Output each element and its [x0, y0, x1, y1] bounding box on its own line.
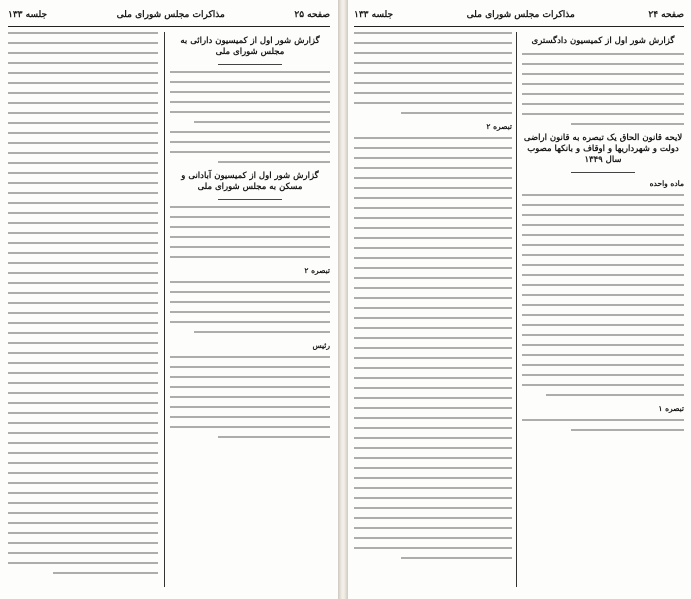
- clause-marker-tabsareh2: تبصره ۲: [304, 266, 330, 276]
- section-heading-finance: گزارش شور اول از کمیسیون دارائی به مجلس شورای ملی: [180, 36, 320, 58]
- left-column-separator: [164, 32, 165, 587]
- left-page-number: صفحه ۲۵: [294, 10, 330, 20]
- left-journal-title: مذاکرات مجلس شورای ملی: [116, 10, 225, 20]
- left-page-column-right: [170, 32, 330, 589]
- clause-marker-tabsareh1: تبصره ۱: [658, 404, 684, 414]
- bill-title: لایحه قانون الحاق یک تبصره به قانون اراضی دولت و شهرداریها و اوقاف و بانکها مصوب سال ۱۳۴۹: [523, 133, 683, 166]
- left-page-column-left: [8, 32, 158, 589]
- divider: [218, 64, 282, 65]
- right-page: [348, 0, 691, 599]
- clause-marker-tabsareh2-right: تبصره ۲: [486, 122, 512, 131]
- left-page: [0, 0, 338, 599]
- divider: [218, 199, 282, 200]
- speaker-president: رئیس: [312, 341, 330, 351]
- section-heading-intro: گزارش شور اول از کمیسیون دادگستری: [531, 36, 675, 46]
- article-marker: ماده واحده: [649, 179, 684, 189]
- right-page-column-left: [354, 32, 512, 589]
- right-session-label: جلسه ۱۳۳: [354, 10, 394, 20]
- left-session-label: جلسه ۱۳۳: [8, 10, 48, 20]
- page-gutter: [338, 0, 348, 599]
- divider: [571, 172, 636, 173]
- right-page-column-right: [522, 32, 684, 589]
- right-page-number: صفحه ۲۴: [648, 10, 684, 20]
- section-heading-housing: گزارش شور اول از کمیسیون آبادانی و مسکن به مجلس شورای ملی: [181, 171, 319, 193]
- right-column-separator: [516, 32, 517, 587]
- right-journal-title: مذاکرات مجلس شورای ملی: [466, 10, 575, 20]
- right-header-rule: [354, 26, 684, 27]
- left-page-header: [8, 6, 330, 24]
- right-page-header: [354, 6, 684, 24]
- left-header-rule: [8, 26, 330, 27]
